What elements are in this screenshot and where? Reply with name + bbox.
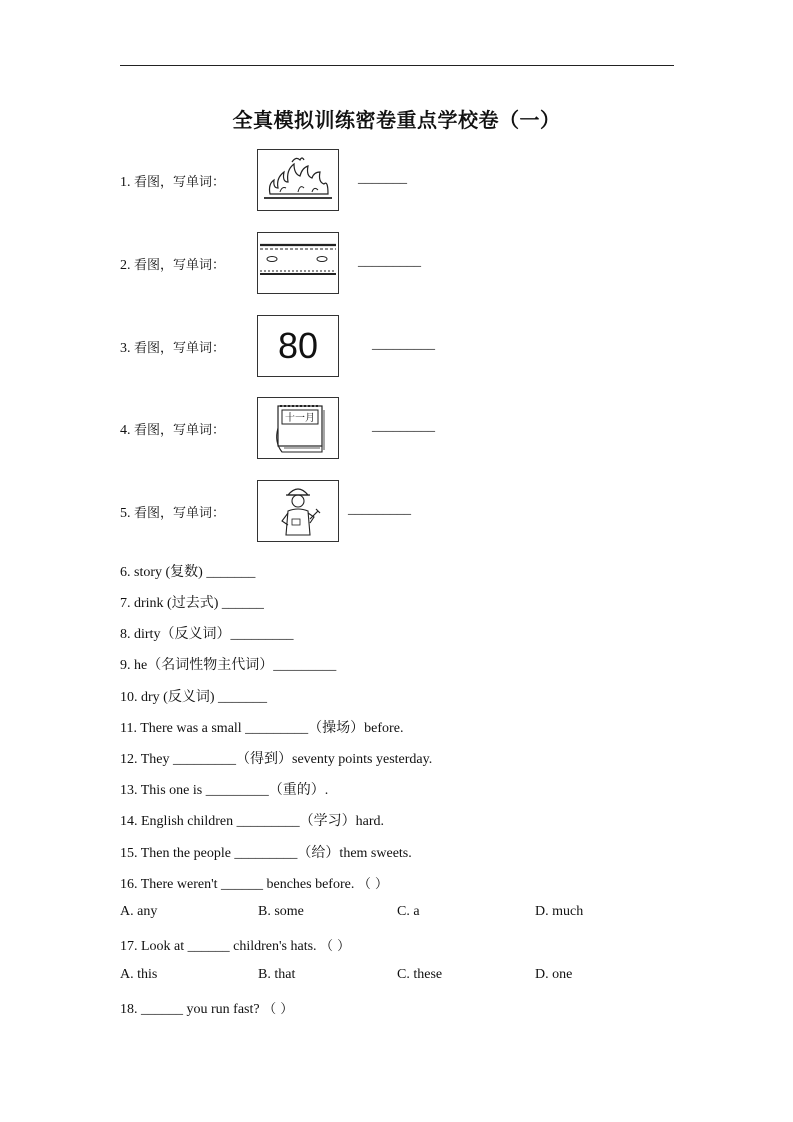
road-icon xyxy=(257,232,339,294)
question-9: 9. he（名词性物主代词）_________ xyxy=(120,658,337,673)
option-d: D. much xyxy=(535,904,584,919)
answer-parentheses: （ ） xyxy=(357,877,388,892)
question-14: 14. English children _________（学习）hard. xyxy=(120,814,385,829)
number-eighty-text: 80 xyxy=(277,325,319,366)
question-11: 11. There was a small _________（操场）before. xyxy=(120,721,404,736)
question-stem: 18. ______ you run fast? xyxy=(120,1002,260,1017)
option-a: A. this xyxy=(120,967,158,982)
answer-blank: _________ xyxy=(372,419,435,434)
question-13: 13. This one is _________（重的）. xyxy=(120,783,329,798)
answer-blank: _________ xyxy=(348,502,411,517)
question-17 xyxy=(120,935,350,955)
question-6: 6. story (复数) _______ xyxy=(120,565,256,580)
page-title: 全真模拟训练密卷重点学校卷（一） xyxy=(232,108,561,132)
option-a: A. any xyxy=(120,904,158,919)
option-b: B. that xyxy=(258,967,296,982)
question-8: 8. dirty（反义词）_________ xyxy=(120,627,294,642)
question-text: 2. 看图，写单词： xyxy=(120,258,226,273)
option-c: C. these xyxy=(397,967,443,982)
question-text: 5. 看图，写单词： xyxy=(120,506,226,521)
picture-question xyxy=(120,397,680,459)
option-b: B. some xyxy=(258,904,304,919)
calendar-month-text: 十一月 xyxy=(285,413,315,424)
picture-question xyxy=(120,480,680,542)
fire-icon xyxy=(257,149,339,211)
question-text: 4. 看图，写单词： xyxy=(120,423,226,438)
calendar-icon xyxy=(257,397,339,459)
picture-question xyxy=(120,315,680,377)
question-10: 10. dry (反义词) _______ xyxy=(120,690,267,705)
header-rule xyxy=(120,65,674,66)
option-d: D. one xyxy=(535,967,573,982)
question-15: 15. Then the people _________（给）them sweets. xyxy=(120,846,412,861)
question-stem: 16. There weren't ______ benches before. xyxy=(120,877,355,892)
worker-icon xyxy=(257,480,339,542)
picture-question xyxy=(120,232,680,294)
answer-blank: _______ xyxy=(358,171,407,186)
answer-parentheses: （ ） xyxy=(320,939,351,954)
answer-blank: _________ xyxy=(372,337,435,352)
question-16 xyxy=(120,873,388,893)
answer-blank: _________ xyxy=(358,254,421,269)
question-18 xyxy=(120,998,293,1018)
question-stem: 17. Look at ______ children's hats. xyxy=(120,939,317,954)
number-eighty-icon xyxy=(257,315,339,377)
picture-question xyxy=(120,149,680,211)
question-12: 12. They _________（得到）seventy points yesterday. xyxy=(120,752,433,767)
question-text: 3. 看图，写单词： xyxy=(120,341,226,356)
question-text: 1. 看图，写单词： xyxy=(120,175,226,190)
answer-parentheses: （ ） xyxy=(263,1002,294,1017)
question-7: 7. drink (过去式) ______ xyxy=(120,596,264,611)
option-c: C. a xyxy=(397,904,420,919)
